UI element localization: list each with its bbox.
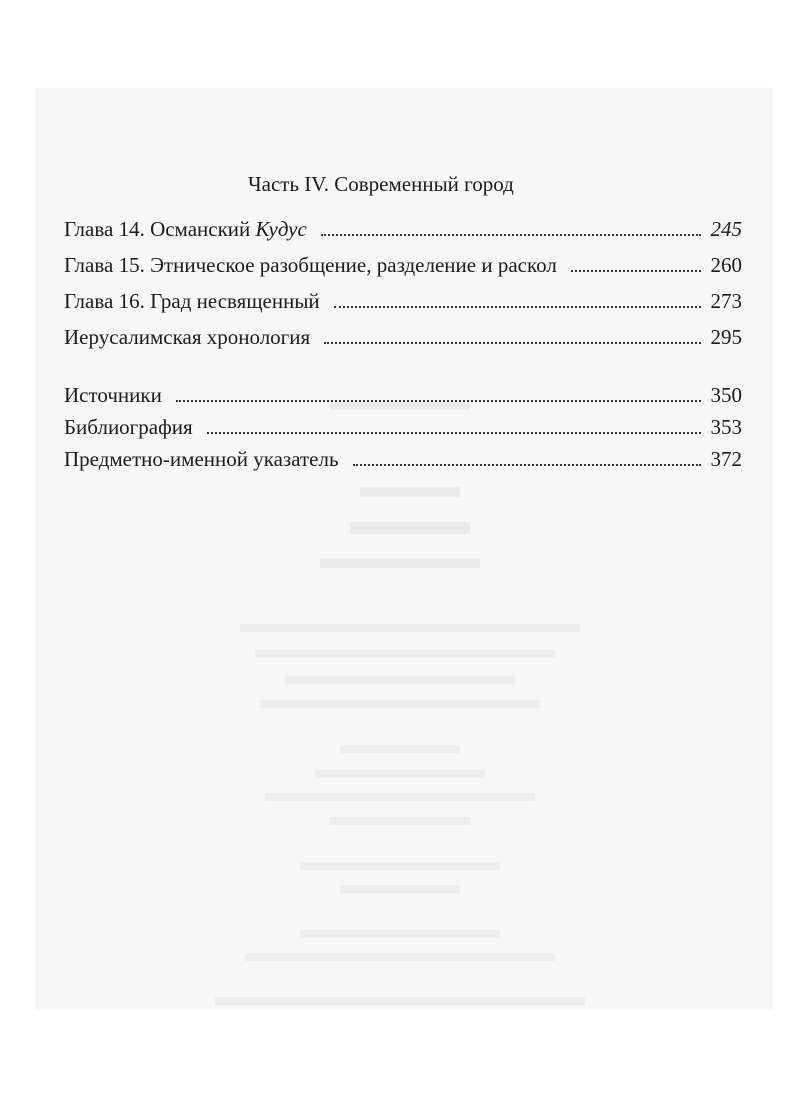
toc-entry-sources[interactable]: [64, 382, 742, 408]
toc-entry-title: Источники: [64, 383, 162, 407]
dot-leader: [176, 400, 701, 402]
toc-page-number: 245: [710, 217, 742, 241]
toc-page-number: 350: [710, 383, 742, 407]
toc-entry-index[interactable]: [64, 446, 742, 472]
toc-entry-chapter-14[interactable]: [64, 216, 742, 242]
dot-leader: [571, 270, 701, 272]
dot-leader: [321, 234, 701, 236]
dot-leader: [324, 342, 700, 344]
toc-entry-chronology[interactable]: [64, 324, 742, 350]
dot-leader: [334, 306, 701, 308]
toc-entry-title: Глава 15. Этническое разобщение, разделение и раскол: [64, 253, 557, 277]
dot-leader: [353, 464, 701, 466]
toc-page-number: 372: [710, 447, 742, 471]
toc-page-number: 273: [710, 289, 742, 313]
toc-page-number: 295: [710, 325, 742, 349]
toc-entry-chapter-16[interactable]: [64, 288, 742, 314]
toc-entry-chapter-15[interactable]: [64, 252, 742, 278]
toc-entry-bibliography[interactable]: [64, 414, 742, 440]
dot-leader: [207, 432, 701, 434]
toc-entry-title: Библиография: [64, 415, 193, 439]
toc-page-number: 353: [710, 415, 742, 439]
toc-page-number: 260: [710, 253, 742, 277]
toc-entry-title: Предметно-именной указатель: [64, 447, 339, 471]
toc-entry-title: Иерусалимская хронология: [64, 325, 311, 349]
toc-entry-title: Глава 14. Османский Кудус: [64, 217, 307, 241]
part-title: Часть IV. Современный город: [248, 172, 514, 196]
toc-entry-title: Глава 16. Град несвященный: [64, 289, 320, 313]
